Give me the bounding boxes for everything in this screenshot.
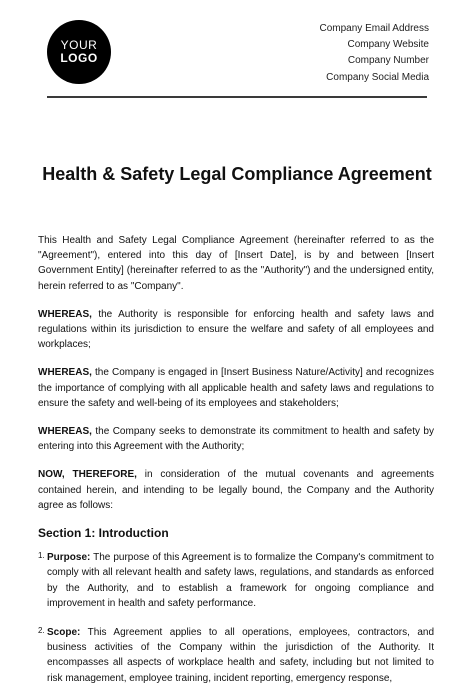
logo-line-your: YOUR [60,38,98,53]
item-text: The purpose of this Agreement is to formalize the Company's commitment to comply with all relevant health and safety laws, regulations, and standards as enforced by the Authority, and to establish a framework for ongoing compliance and improvement in health and safety performance. [47,552,434,609]
item-label: Scope: [47,627,81,639]
company-number: Company Number [347,55,429,67]
list-item-purpose [38,550,434,611]
item-label: Purpose: [47,552,91,564]
company-info [320,21,430,86]
whereas-label: WHEREAS, [38,308,92,320]
document-body [38,233,434,700]
company-email: Company Email Address [319,23,429,34]
list-number: 2. [38,626,45,636]
list-item-scope [38,625,434,686]
item-text: This Agreement applies to all operations, employees, contractors, and business activities of the Company within the jurisdiction of the Authority. It encompasses all aspects of workplace health and safety, including but not limited to risk management, employee training, incident reporting, emergency response, [47,627,434,684]
whereas-text: the Company seeks to demonstrate its commitment to health and safety by entering into this Agreement with the Authority; [38,426,434,453]
section-1-heading: Section 1: Introduction [38,526,169,541]
whereas-label: WHEREAS, [38,367,92,379]
whereas-text: the Company is engaged in [Insert Business Nature/Activity] and recognizes the importance of complying with all applicable health and safety laws and regulations to ensure the safety and well-being of its employees and stakeholders; [38,367,434,409]
therefore-paragraph [38,467,434,513]
therefore-label: NOW, THEREFORE, [38,469,137,481]
whereas-label: WHEREAS, [38,426,92,438]
whereas-paragraph-1 [38,307,434,353]
company-social: Company Social Media [326,71,429,83]
list-number: 1. [38,551,45,561]
logo-line-logo: LOGO [60,51,98,65]
company-logo [47,20,111,84]
header-divider [47,96,427,98]
whereas-text: the Authority is responsible for enforcing health and safety laws and regulations within its jurisdiction to ensure the welfare and safety of all employees and workplaces; [38,308,434,351]
whereas-paragraph-3 [38,424,434,454]
company-website: Company Website [347,39,429,51]
intro-paragraph: This Health and Safety Legal Compliance Agreement (hereinafter referred to as the "Agreement"), entered into this day of [Insert Date], is by and between [Insert Government Entity] (hereinafter referred to as the "Authority") and the undersigned entity, herein referred to as "Company". [38,235,434,292]
document-title: Health & Safety Legal Compliance Agreement [42,164,432,184]
whereas-paragraph-2 [38,365,434,411]
section-1-list [38,550,434,686]
therefore-text: in consideration of the mutual covenants and agreements contained herein, and intending to be legally bound, the Company and the Authority agree as follows: [38,469,434,511]
